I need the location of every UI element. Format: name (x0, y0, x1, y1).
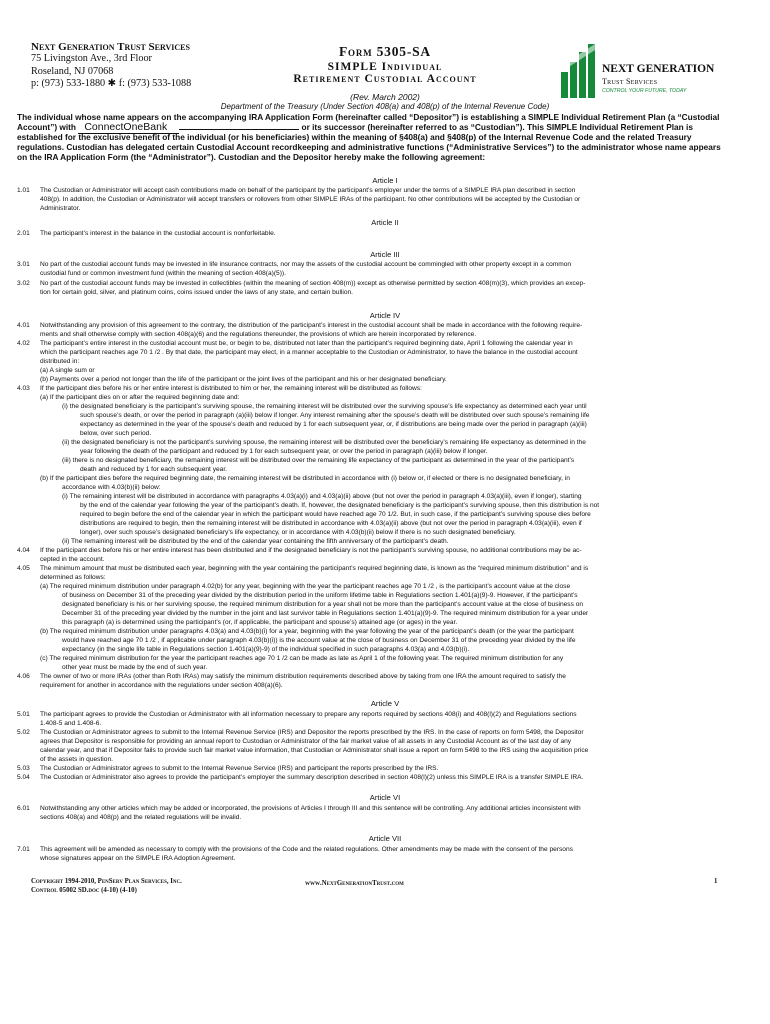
section-text: The participant’s entire interest in the custodial account must be, or begin to be, distributed not later than the participant’s required beginning date, April 1 following the calendar year in (40, 340, 573, 347)
revision-date: (Rev. March 2002) (350, 92, 420, 102)
section-text: This agreement will be amended as necessary to comply with the provisions of the Code and the related regulations. Other amendments may be made with the consent of the persons (40, 846, 573, 853)
section-text: If the participant dies before his or her entire interest is distributed to him or her, the remaining interest will be distributed as follows: (40, 385, 422, 392)
section-number: 4.06 (17, 673, 30, 680)
section-text: sections 408(a) and 408(p) and the related regulations will be invalid. (40, 814, 242, 821)
page-number: 1 (714, 878, 718, 885)
form-subtitle-1: SIMPLE Individual (327, 61, 443, 73)
section-text: required to begin before the end of the calendar year in which the participant would have reached age 70 1/2. But, in such case, if the participant’s surviving spouse dies before (80, 511, 591, 518)
section-text: The Custodian or Administrator agrees to submit to the Internal Revenue Service (IRS) and participant the reports prescribed by the IRS. (40, 765, 439, 772)
custodian-name-field[interactable]: ConnectOneBank (78, 121, 179, 134)
section-text: The participant’s interest in the balance in the custodial account is nonforfeitable. (40, 230, 276, 237)
article-3-heading: Article III (370, 250, 400, 259)
section-text: 1.408-5 and 1.408-6. (40, 720, 102, 727)
logo-tagline: CONTROL YOUR FUTURE, TODAY (602, 88, 687, 94)
footer-copyright: Copyright 1994-2010, PenServ Plan Services, Inc. (31, 878, 182, 885)
company-address-line1: 75 Livingston Ave., 3rd Floor (31, 53, 152, 65)
section-text: accordance with 4.03(b)(ii) below: (62, 484, 161, 491)
section-text: agrees that Depositor is responsible for providing an annual report to Custodian or Administrator of the fair market value of all assets in any Custodial Account as of the last day of any (40, 738, 572, 745)
section-text: expectancy as determined in the year of the spouse’s death and reduced by 1 for each subsequent year, or, if distributions are being made over the period in paragraph (a)(iii) (80, 421, 587, 428)
section-number: 4.04 (17, 547, 30, 554)
intro-paragraph (17, 112, 724, 162)
section-text: ments and shall otherwise comply with section 408(a)(6) and the regulations thereunder, the provisions of which are herein incorporated by reference. (40, 331, 477, 338)
footer-control-number: Control 05002 SD.doc (4-10) (4-10) (31, 887, 137, 894)
section-number: 5.01 (17, 711, 30, 718)
section-number: 5.02 (17, 729, 30, 736)
form-title-block (265, 44, 505, 85)
section-number: 5.03 (17, 765, 30, 772)
section-text: The Custodian or Administrator will accept cash contributions made on behalf of the participant by the participant’s employer under the terms of a SIMPLE IRA plan described in section (40, 187, 576, 194)
section-text: which the participant reaches age 70 1 /2 . By that date, the participant may elect, in a manner acceptable to the Custodian or Administrator, to have the balance in the custodial account (40, 349, 578, 356)
section-text: expectancy (in the single life table in Regulations section 1.401(a)(9)-9) of the individual specified in such paragraphs 4.03(a) and 4.03(b)(i). (62, 646, 470, 653)
section-text: longer), over such spouse’s designated beneficiary’s life expectancy, or in accordance with 4.03(b)(ii) below if there is no such designated beneficiary. (80, 529, 516, 536)
section-text: custodial fund or common investment fund (within the meaning of section 408(a)(5)). (40, 270, 286, 277)
section-number: 7.01 (17, 846, 30, 853)
section-text: (a) The required minimum distribution under paragraph 4.02(b) for any year, beginning with the year the participant reaches age 70 1 /2 , is the participant’s account value at the close (40, 583, 571, 590)
section-text: designated beneficiary is his or her surviving spouse, the required minimum distribution for a year shall not be more than the participant’s account value at the close of business on (62, 601, 584, 608)
footer-website-link[interactable]: www.NextGenerationTrust.com (305, 880, 404, 887)
section-number: 4.02 (17, 340, 30, 347)
article-4-heading: Article IV (369, 311, 401, 320)
article-1-heading: Article I (372, 176, 398, 185)
form-title: Form 5305-SA (339, 44, 431, 59)
section-text: No part of the custodial account funds may be invested in life insurance contracts, nor may the assets of the custodial account be commingled with other property except in a common (40, 261, 572, 268)
section-text: No part of the custodial account funds may be invested in collectibles (within the meaning of section 408(m)) except as otherwise permitted by section 408(m)(3), which provides an excep- (40, 280, 586, 287)
company-phone-fax: p: (973) 533-1880 ✱ f: (973) 533-1088 (31, 77, 192, 89)
section-text: whose signatures appear on the SIMPLE IRA Adoption Agreement. (40, 855, 236, 862)
section-text: this paragraph (a) is determined using the participant’s (or, if applicable, the participant and spouse’s) attained age (or ages) in the year. (62, 619, 458, 626)
intro-text-2: or its successor (hereinafter referred to as “Custodian”). This SIMPLE Individual Retirement Plan is established for the exclusive benefit of the individual (or his beneficiaries) within the meaning of §408(a) and §408(p) of the Internal Revenue Code and the related Treasury regulations. Custodian has delegated certain Custodial Account recordkeeping and administrative functions (“Administrative Services”) to the administrator whose name appears on the IRA Application Form (the “Administrator”). Custodian and the Depositor hereby make the following agreement: (17, 122, 721, 163)
section-text: distributed in: (40, 358, 80, 365)
section-text: 408(p). In addition, the Custodian or Administrator will accept transfers or rollovers from other SIMPLE IRAs of the participant. No other contributions will be accepted by the Custodian or (40, 196, 581, 203)
section-text: (ii) the designated beneficiary is not the participant’s surviving spouse, the remaining interest will be distributed over the beneficiary’s remaining life expectancy as determined in the (62, 439, 586, 446)
section-text: tion for certain gold, silver, and platinum coins, coins issued under the laws of any state, and certain bullion. (40, 289, 354, 296)
section-text: distributions are required to begin, then the remaining interest will be distributed in accordance with 4.03(a)(ii) above (but not over the period in paragraph 4.03(a)(iii), even if (80, 520, 582, 527)
article-2-heading: Article II (371, 218, 399, 227)
section-text: by the end of the calendar year following the year of the participant’s death. If, however, the designated beneficiary is the participant’s surviving spouse, then this distribution is not (80, 502, 600, 509)
section-text: (i) the designated beneficiary is the participant’s surviving spouse, the remaining interest will be distributed over the surviving spouse’s life expectancy as determined each year until (62, 403, 587, 410)
custodian-blank-line (179, 129, 299, 130)
intro-text-1: The individual whose name appears on the accompanying IRA Application Form (hereinafter called “Depositor”) is establishing a SIMPLE Individual Retirement Plan (a “Custodial Account”) with (17, 112, 720, 133)
section-number: 4.01 (17, 322, 30, 329)
section-number: 3.02 (17, 280, 30, 287)
section-text: Notwithstanding any provision of this agreement to the contrary, the distribution of the participant’s interest in the custodial account shall be made in accordance with the following require- (40, 322, 583, 329)
section-text: death and reduced by 1 for each subsequent year. (80, 466, 228, 473)
section-text: (a) If the participant dies on or after the required beginning date and: (40, 394, 240, 401)
department-line: Department of the Treasury (Under Section 408(a) and 408(p) of the Internal Revenue Code) (220, 102, 550, 111)
section-text: (iii) there is no designated beneficiary, the remaining interest will be distributed over the remaining life expectancy of the participant as determined in the year of the participant’s (62, 457, 575, 464)
section-number: 4.03 (17, 385, 30, 392)
section-text: Administrator. (40, 205, 81, 212)
section-text: below, over such period. (80, 430, 152, 437)
section-text: (a) A single sum or (40, 367, 95, 374)
company-block (31, 41, 271, 90)
section-text: year following the death of the participant and reduced by 1 for each subsequent year, or over the period in paragraph (a)(iii) below if longer. (80, 448, 488, 455)
section-text: (i) The remaining interest will be distributed in accordance with paragraphs 4.03(a)(i) and 4.03(a)(ii) above (but not over the period in paragraph 4.03(a)(iii), even if longer), starting (62, 493, 582, 500)
section-number: 3.01 (17, 261, 30, 268)
section-number: 2.01 (17, 230, 30, 237)
section-text: December 31 of the preceding year divided by the number in the joint and last survivor table in Regulations section 1.401(a)(9)-9. The required minimum distribution for a year under (62, 610, 589, 617)
logo-subtitle: Trust Services (602, 77, 658, 86)
section-number: 4.05 (17, 565, 30, 572)
logo-name: NEXT GENERATION (602, 63, 715, 75)
section-text: (c) The required minimum distribution for the year the participant reaches age 70 1 /2 can be made as late as April 1 of the following year. The required minimum distribution for any (40, 655, 564, 662)
section-number: 1.01 (17, 187, 30, 194)
section-text: The minimum amount that must be distributed each year, beginning with the year containing the participant’s required beginning date, is known as the “required minimum distribution” and is (40, 565, 589, 572)
section-text: of the assets in question. (40, 756, 113, 763)
section-text: other year must be made by the end of such year. (62, 664, 208, 671)
company-name: Next Generation Trust Services (31, 41, 190, 53)
section-text: cepted in the account. (40, 556, 105, 563)
company-address-line2: Roseland, NJ 07068 (31, 65, 114, 77)
section-text: of business on December 31 of the preceding year divided by the distribution period in the uniform lifetime table in Regulations section 1.401(a)(9)-9. However, if the participant’s (62, 592, 578, 599)
section-text: calendar year, and that if Depositor fails to provide such fair market value information, that Custodian or Administrator shall issue a report on form 5498 to the IRS using the acquisition price (40, 747, 589, 754)
form-subtitle-2: Retirement Custodial Account (293, 73, 477, 85)
article-7-heading: Article VII (368, 834, 402, 843)
section-text: (ii) The remaining interest will be distributed by the end of the calendar year containing the fifth anniversary of the participant’s death. (62, 538, 449, 545)
section-text: If the participant dies before his or her entire interest has been distributed and if the designated beneficiary is not the participant’s surviving spouse, no additional contributions may be ac- (40, 547, 582, 554)
section-text: Notwithstanding any other articles which may be added or incorporated, the provisions of Articles I through III and this sentence will be controlling. Any additional articles inconsistent with (40, 805, 581, 812)
section-text: (b) If the participant dies before the required beginning date, the remaining interest will be distributed in accordance with (i) below or, if elected or there is no designated beneficiary, in (40, 475, 570, 482)
section-text: The Custodian or Administrator agrees to submit to the Internal Revenue Service (IRS) and Depositor the reports prescribed by the IRS. In the case of reports on form 5498, the Depositor (40, 729, 584, 736)
section-text: (b) The required minimum distribution under paragraphs 4.03(a) and 4.03(b)(i) for a year, beginning with the year following the year of the participant’s death (or the year the participant (40, 628, 574, 635)
section-text: The participant agrees to provide the Custodian or Administrator with all information necessary to prepare any reports required by sections 408(i) and 408(l)(2) and Regulations sections (40, 711, 577, 718)
section-text: The owner of two or more IRAs (other than Roth IRAs) may satisfy the minimum distribution requirements described above by taking from one IRA the amount required to satisfy the (40, 673, 566, 680)
section-number: 6.01 (17, 805, 30, 812)
article-6-heading: Article VI (369, 793, 401, 802)
section-text: determined as follows: (40, 574, 106, 581)
section-text: (b) Payments over a period not longer than the life of the participant or the joint lives of the participant and his or her designated beneficiary. (40, 376, 447, 383)
section-text: requirement for another in accordance with the regulations under section 408(a)(6). (40, 682, 283, 689)
section-text: would have reached age 70 1 /2 , if applicable under paragraph 4.03(b)(i)) is the account value at the close of business on December 31 of the preceding year divided by the life (62, 637, 576, 644)
section-text: The Custodian or Administrator also agrees to provide the participant’s employer the summary description described in section 408(l)(2) unless this SIMPLE IRA is a transfer SIMPLE IRA. (40, 774, 584, 781)
article-5-heading: Article V (370, 699, 400, 708)
section-text: such spouse’s death, or over the period in paragraph (a)(iii) below if longer. Any interest remaining after the spouse’s death will be distributed over such spouse’s remaining life (80, 412, 590, 419)
section-number: 5.04 (17, 774, 30, 781)
